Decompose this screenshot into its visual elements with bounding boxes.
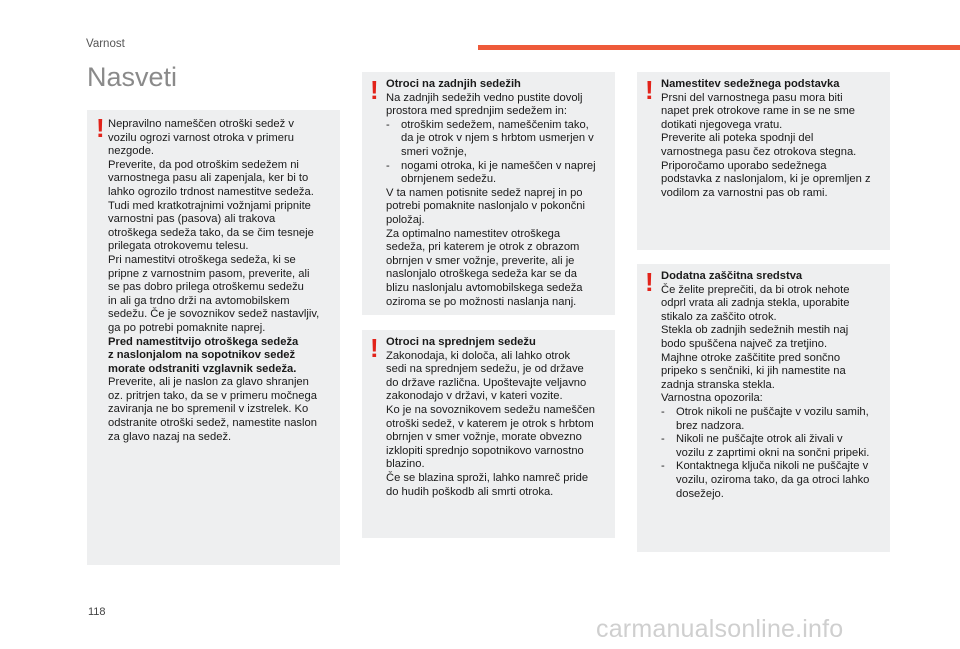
text-line: prilegata otrokovemu telesu. (108, 240, 249, 253)
exclamation-icon: ! (370, 333, 379, 363)
text-line: V ta namen potisnite sedež naprej in po (386, 186, 583, 199)
warning-box-child-seat (87, 110, 340, 565)
text-line: Če se blazina sproži, lahko namreč pride (386, 471, 589, 484)
text-line: zakonodajo v državi, v kateri vozite. (386, 390, 563, 403)
text-line: nezgode. (108, 145, 155, 158)
text-line: varnostnega pasu čez otrokova stegna. (661, 145, 857, 158)
text-line: blazino. (386, 458, 425, 471)
box-title: Otroci na zadnjih sedežih (386, 78, 521, 90)
header-rule (478, 45, 960, 50)
text-line: zadnja stranska stekla. (661, 378, 775, 391)
bold-line: Pred namestitvijo otroškega sedeža (108, 335, 299, 348)
watermark: carmanualsonline.info (596, 615, 844, 643)
list-item: - nogami otroka, ki je nameščen v naprej obrnjenem sedežu. (386, 159, 596, 186)
text-line: oz. pritrjen tako, da se v primeru močnega (108, 389, 317, 402)
text-line: prostora med sprednjim sedežem in: (386, 105, 567, 118)
warning-box-rear-seats (362, 72, 615, 315)
text-line: in ali ga trdno drži na avtomobilskem (108, 294, 290, 307)
text-line: varnostnega pasu ali zapenjala, ker bi to (108, 172, 309, 185)
list-item: - otroškim sedežem, nameščenim tako, da je otrok v njem s hrbtom usmerjen v smeri vožnje, (386, 118, 594, 158)
text-line: Stekla ob zadnjih sedežnih mestih naj (661, 324, 849, 337)
text-line: pripeko s senčniki, ki jih namestite na (661, 365, 846, 378)
text-line: Preverite, da pod otroškim sedežem ni (108, 158, 299, 171)
text-line: Varnostna opozorila: (661, 392, 763, 405)
list-item: - Nikoli ne puščajte otrok ali živali v vozilu z zaprtimi okni na sončni pripeki. (661, 433, 870, 459)
warning-box-extra-protection (637, 264, 890, 552)
text-line: se pas dobro prilega otroškemu sedežu (108, 281, 304, 294)
text-line: Preverite ali poteka spodnji del (661, 132, 814, 145)
text-line: ga po potrebi pomaknite naprej. (108, 321, 266, 334)
text-line: Za optimalno namestitev otroškega (386, 227, 561, 240)
text-line: podstavka z naslonjalom, ki je opremljen z (661, 173, 871, 186)
list-item: - Otrok nikoli ne puščajte v vozilu samih, brez nadzora. (661, 405, 869, 432)
bold-line: z naslonjalom na sopotnikov sedež (108, 349, 296, 362)
exclamation-icon: ! (370, 75, 379, 105)
page-title: Nasveti (87, 62, 178, 92)
text-line: izklopiti sprednjo sopotnikovo varnostno (386, 444, 584, 457)
text-line: Majhne otroke zaščitite pred sončno (661, 351, 841, 364)
text-line: bodo spuščena največ za tretjino. (661, 337, 828, 350)
text-line: otroškega sedeža tako, da se čim tesneje (108, 226, 314, 239)
text-line: zaviranja ne bo spremenil v izstrelek. Ko (108, 403, 309, 416)
text-line: obrnjen v smer vožnje, morate obvezno (386, 431, 582, 444)
text-line: oziroma se po možnosti naslanja nanj. (386, 295, 577, 308)
box-title: Otroci na sprednjem sedežu (386, 336, 536, 348)
text-line: napet prek otrokove rame in se ne sme (661, 105, 856, 118)
bold-line: morate odstraniti vzglavnik sedeža. (108, 362, 297, 375)
box-title: Namestitev sedežnega podstavka (661, 78, 840, 90)
text-line: sedežu. Če je sovoznikov sedež nastavljiv, (108, 308, 320, 321)
text-line: Nepravilno nameščen otroški sedež v (108, 118, 294, 130)
list-item: - Kontaktnega ključa nikoli ne puščajte v vozilu, oziroma tako, da ga otroci lahko dosežejo. (661, 460, 870, 500)
text-line: Pri namestitvi otroškega sedeža, ki se (108, 253, 296, 266)
text-line: obrnjen v smer vožnje, preverite, ali je (386, 254, 575, 267)
exclamation-icon: ! (645, 267, 654, 297)
text-line: do države različna. Upoštevajte veljavno (386, 376, 587, 389)
text-line: Zakonodaja, ki določa, ali lahko otrok (386, 349, 571, 362)
text-line: odprl vrata ali zadnja stekla, uporabite (661, 297, 850, 310)
text-line: Ko je na sovoznikovem sedežu nameščen (386, 403, 595, 416)
text-line: naslonjalo otroškega sedeža kar se da (386, 268, 577, 281)
text-line: vozilu ogrozi varnost otroka v primeru (108, 131, 294, 144)
text-line: lahko ogrozilo trdnost namestitve sedeža. (108, 185, 314, 198)
text-line: Če želite preprečiti, da bi otrok nehote (661, 283, 850, 296)
box-title: Dodatna zaščitna sredstva (661, 270, 803, 282)
text-line: Prsni del varnostnega pasu mora biti (661, 91, 843, 104)
text-line: blizu naslonjalu avtomobilskega sedeža (386, 281, 583, 294)
warning-box-front-seat (362, 330, 615, 538)
text-line: stikalo za zaščito otrok. (661, 310, 777, 323)
text-line: dotikati njegovega vratu. (661, 118, 783, 131)
text-line: odstranite otroški sedež, namestite naslon (108, 417, 317, 430)
text-line: Priporočamo uporabo sedežnega (661, 159, 827, 172)
text-line: položaj. (386, 213, 425, 226)
warning-box-booster (637, 72, 890, 250)
text-line: Preverite, ali je naslon za glavo shranjen (108, 376, 309, 389)
exclamation-icon: ! (645, 75, 654, 105)
text-line: vodilom za varnostni pas ob rami. (661, 186, 828, 199)
text-line: potrebi pomaknite naslonjalo v pokončni (386, 200, 586, 213)
exclamation-icon: ! (96, 113, 105, 143)
text-line: za glavo nazaj na sedež. (108, 430, 232, 443)
text-line: sedeža, pri katerem je otrok z obrazom (386, 241, 580, 254)
text-line: pripne z varnostnim pasom, preverite, ali (108, 267, 310, 280)
text-line: do hudih poškodb ali smrti otroka. (386, 485, 554, 498)
section-label: Varnost (86, 38, 125, 50)
page-number: 118 (88, 606, 106, 618)
text-line: varnostni pas (pasova) ali trakova (108, 213, 276, 226)
text-line: Tudi med kratkotrajnimi vožnjami pripnite (108, 199, 311, 212)
text-line: Na zadnjih sedežih vedno pustite dovolj (386, 91, 583, 104)
text-line: otroški sedež, v katerem je otrok s hrbtom (386, 417, 594, 430)
text-line: sedi na sprednjem sedežu, je od države (386, 363, 584, 376)
